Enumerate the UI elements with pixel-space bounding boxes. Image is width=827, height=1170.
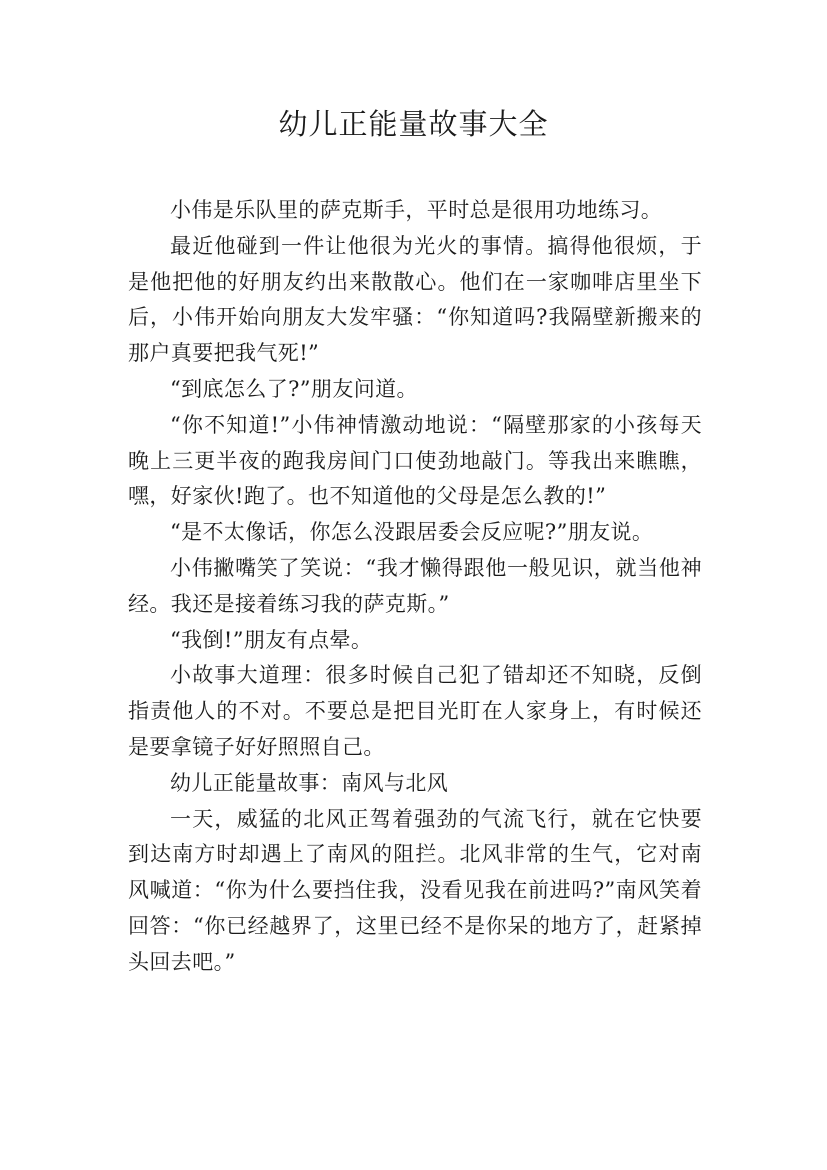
document-body <box>128 193 702 981</box>
document-title: 幼儿正能量故事大全 <box>278 107 549 141</box>
paragraph: “是不太像话，你怎么没跟居委会反应呢?”朋友说。 <box>170 520 654 545</box>
paragraph: 小伟撇嘴笑了笑说：“我才懒得跟他一般见识，就当他神经。我还是接着练习我的萨克斯。” <box>128 555 702 616</box>
section-heading: 幼儿正能量故事：南风与北风 <box>170 770 449 795</box>
paragraph: 小伟是乐队里的萨克斯手，平时总是很用功地练习。 <box>170 198 663 222</box>
paragraph: 小故事大道理：很多时候自己犯了错却还不知晓，反倒指责他人的不对。不要总是把目光盯在人家身上，有时候还是要拿镜子好好照照自己。 <box>128 663 702 759</box>
paragraph: “你不知道!”小伟神情激动地说：“隔壁那家的小孩每天晚上三更半夜的跑我房间门口使劲地敲门。等我出来瞧瞧，嘿，好家伙!跑了。也不知道他的父母是怎么教的!” <box>128 412 702 509</box>
paragraph: “我倒!”朋友有点晕。 <box>170 627 373 652</box>
paragraph: 一天，威猛的北风正驾着强劲的气流飞行，就在它快要到达南方时却遇上了南风的阻拦。北风非常的生气，它对南风喊道：“你为什么要挡住我，没看见我在前进吗?”南风笑着回答：“你已经越界了，这里已经不是你呆的地方了，赶紧掉头回去吧。” <box>128 806 702 974</box>
paragraph: 最近他碰到一件让他很为光火的事情。搞得他很烦，于是他把他的好朋友约出来散散心。他们在一家咖啡店里坐下后，小伟开始向朋友大发牢骚：“你知道吗?我隔壁新搬来的那户真要把我气死!” <box>128 233 702 366</box>
paragraph: “到底怎么了?”朋友问道。 <box>170 376 418 401</box>
